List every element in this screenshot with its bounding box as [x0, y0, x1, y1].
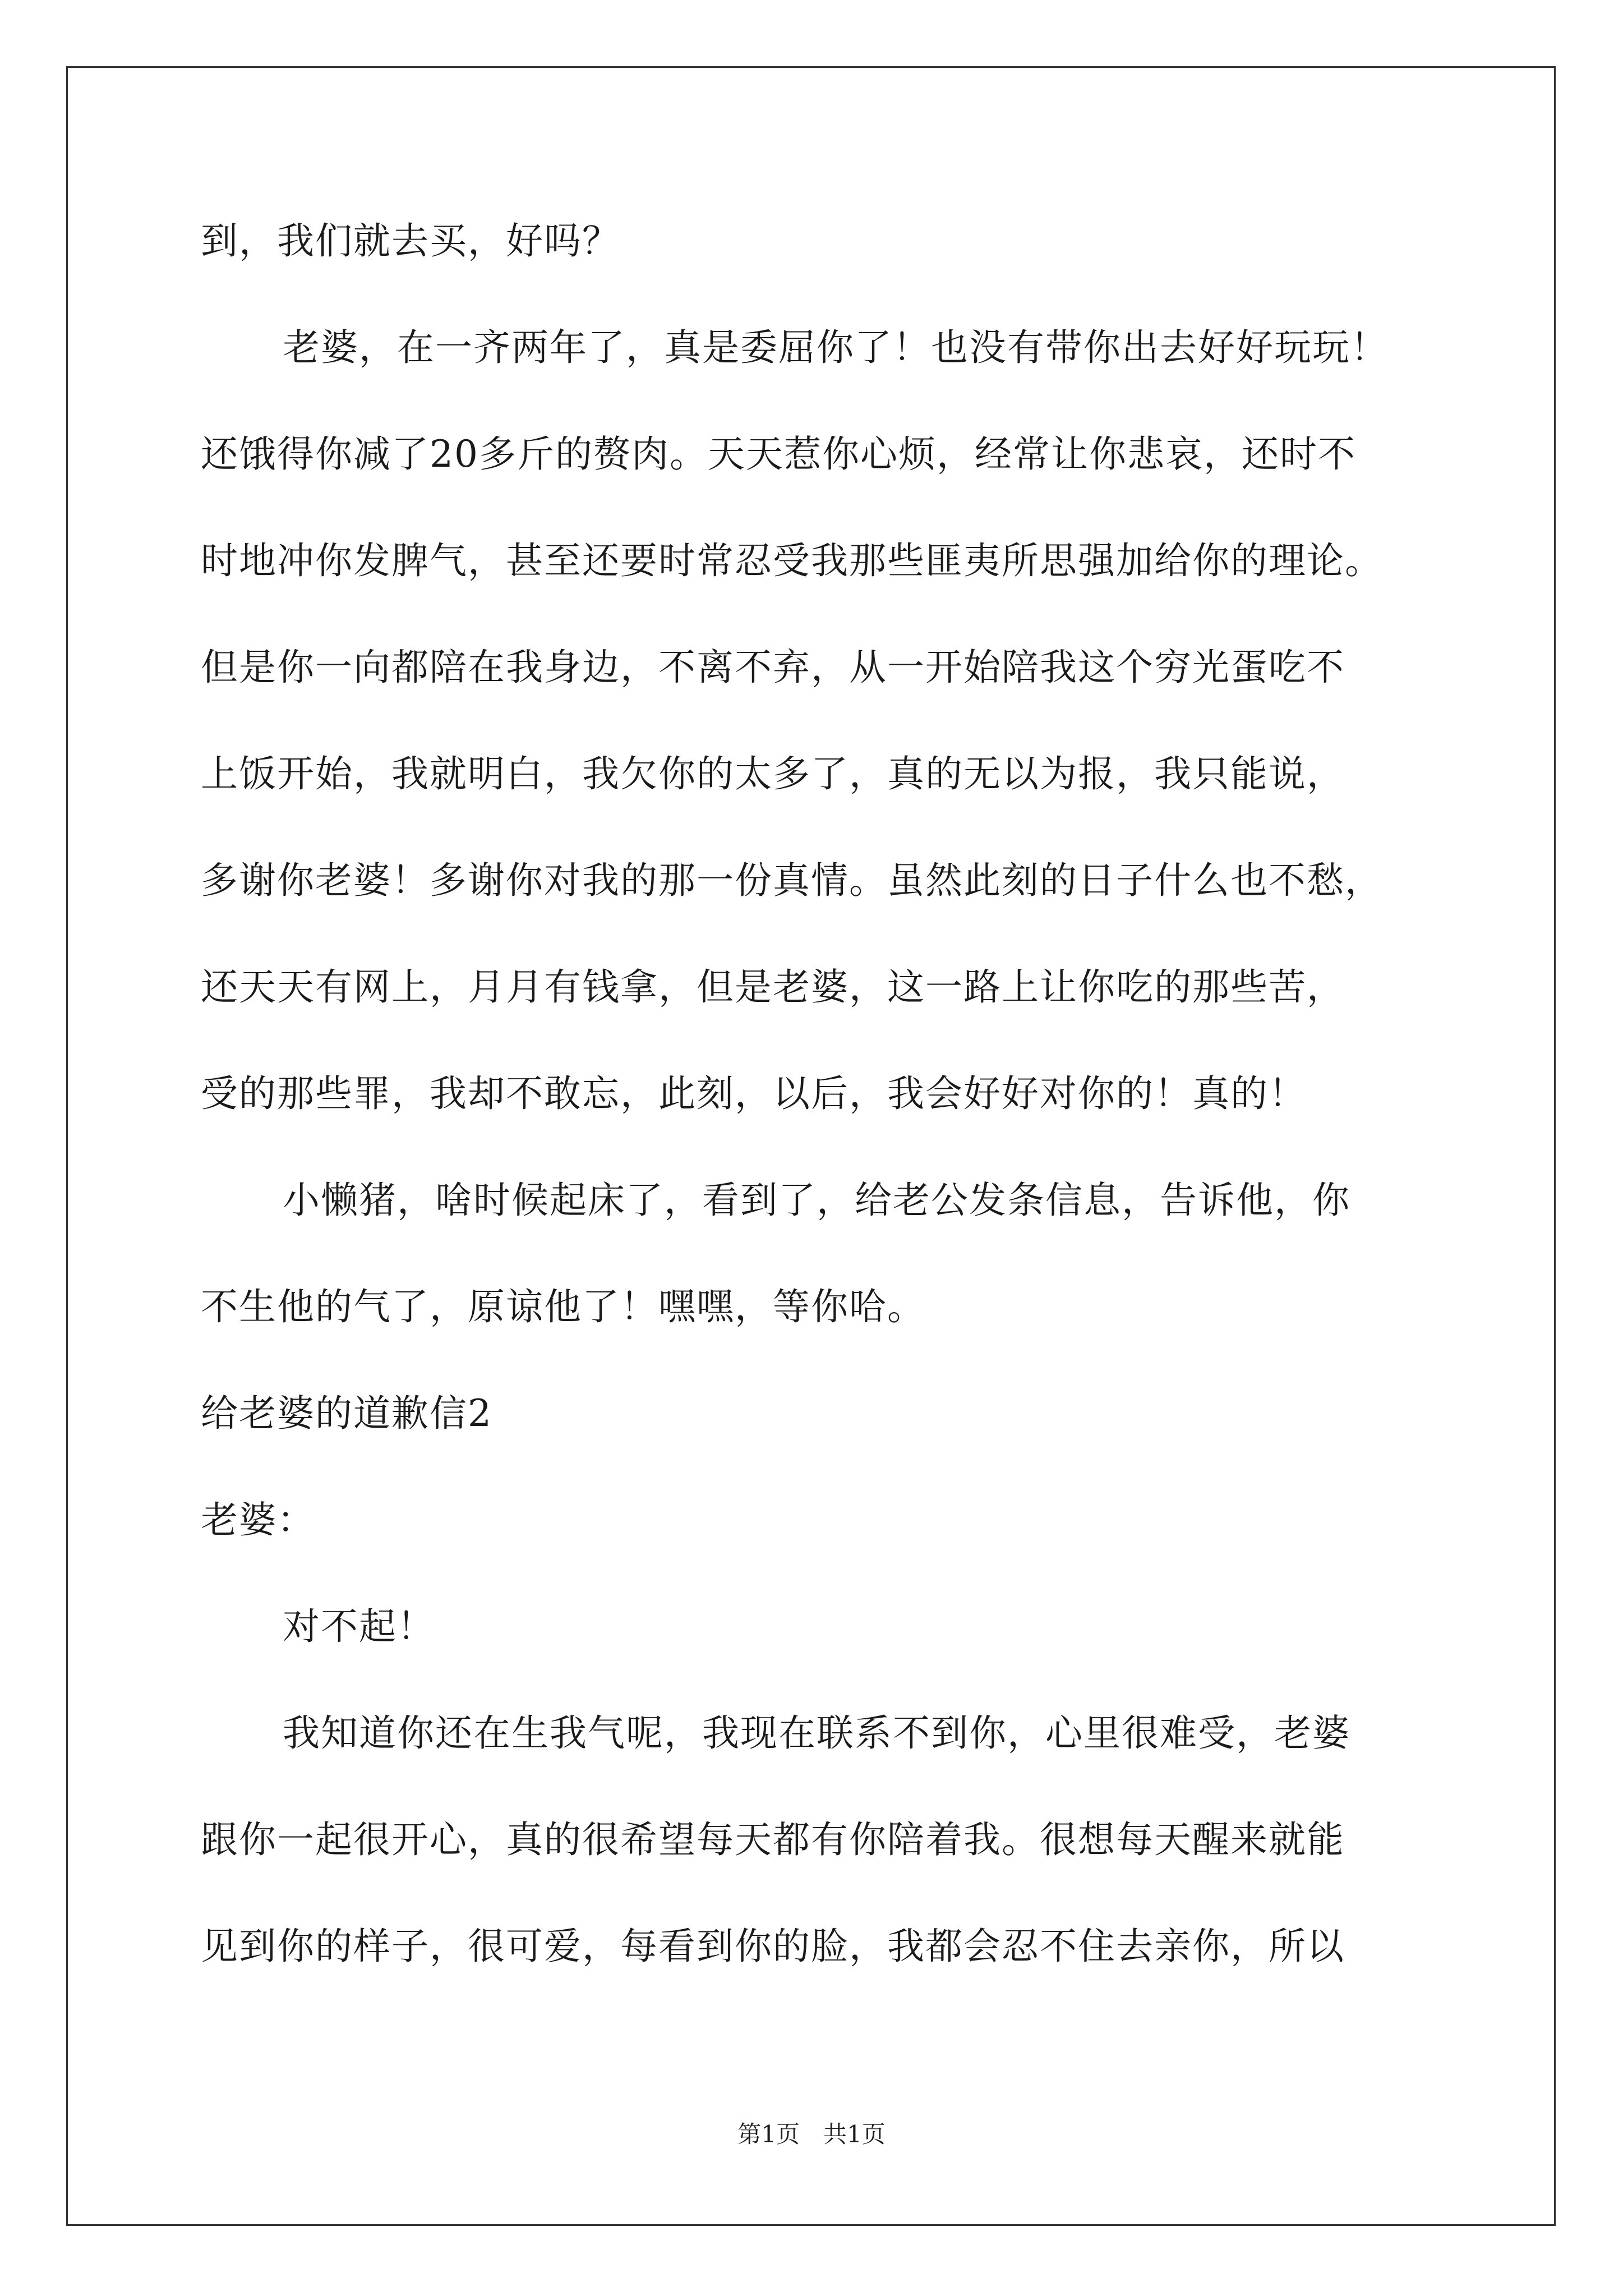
text-line: 跟你一起很开心，真的很希望每天都有你陪着我。很想每天醒来就能	[201, 1818, 1345, 1861]
text-line: 多谢你老婆！多谢你对我的那一份真情。虽然此刻的日子什么也不愁，	[201, 859, 1383, 902]
section-title: 给老婆的道歉信2	[201, 1392, 492, 1435]
text-line: 上饭开始，我就明白，我欠你的太多了，真的无以为报，我只能说，	[201, 752, 1345, 795]
text-line: 还饿得你减了20多斤的赘肉。天天惹你心烦，经常让你悲哀，还时不	[201, 432, 1356, 476]
text-line: 时地冲你发脾气，甚至还要时常忍受我那些匪夷所思强加给你的理论。	[201, 539, 1383, 582]
paragraph-line: 老婆，在一齐两年了，真是委屈你了！也没有带你出去好好玩玩！	[283, 326, 1389, 369]
text-line: 不生他的气了，原谅他了！嘿嘿，等你哈。	[201, 1285, 925, 1328]
page-footer: 第1页 共1页	[737, 2120, 886, 2148]
text-line: 见到你的样子，很可爱，每看到你的脸，我都会忍不住去亲你，所以	[201, 1925, 1345, 1968]
paragraph-line: 小懒猪，啥时候起床了，看到了，给老公发条信息，告诉他，你	[283, 1179, 1350, 1222]
text-line: 还天天有网上，月月有钱拿，但是老婆，这一路上让你吃的那些苦，	[201, 965, 1345, 1009]
paragraph-line: 对不起！	[283, 1605, 435, 1648]
salutation: 老婆：	[201, 1498, 315, 1542]
paragraph-line: 我知道你还在生我气呢，我现在联系不到你，心里很难受，老婆	[283, 1711, 1350, 1755]
text-line: 到，我们就去买，好吗？	[201, 219, 620, 263]
text-line: 但是你一向都陪在我身边，不离不弃，从一开始陪我这个穷光蛋吃不	[201, 646, 1345, 689]
page-border	[66, 66, 1556, 2226]
text-line: 受的那些罪，我却不敢忘，此刻，以后，我会好好对你的！真的！	[201, 1072, 1307, 1115]
